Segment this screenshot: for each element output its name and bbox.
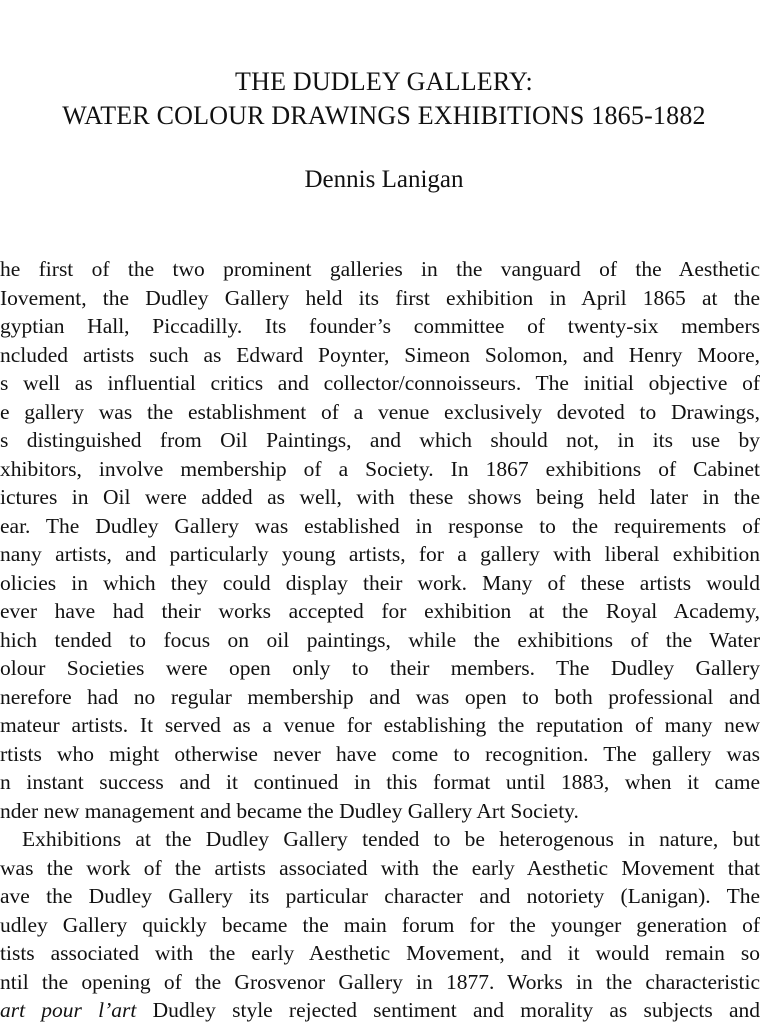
text-line: udley Gallery quickly became the main forum for the younger generation of [0, 912, 760, 937]
text-line: olicies in which they could display their work. Many of these artists would [0, 570, 760, 595]
text-line: was the work of the artists associated with the early Aesthetic Movement that [0, 855, 760, 880]
title-line-1: THE DUDLEY GALLERY: [235, 67, 533, 96]
text-line: ave the Dudley Gallery its particular character and notoriety (Lanigan). The [0, 884, 760, 908]
text-line-rest: Dudley style rejected sentiment and morality as subjects and [136, 998, 760, 1022]
text-line-partial [0, 996, 760, 1022]
text-line: nder new management and became the Dudley Gallery Art Society. [0, 798, 579, 823]
text-line: mateur artists. It served as a venue for establishing the reputation of many new [0, 713, 760, 737]
text-line: rtists who might otherwise never have come to recognition. The gallery was [0, 741, 760, 766]
text-line: e gallery was the establishment of a venue exclusively devoted to Drawings, [0, 399, 760, 424]
text-line: n instant success and it continued in this format until 1883, when it came [0, 770, 760, 794]
text-line: hich tended to focus on oil paintings, while the exhibitions of the Water [0, 627, 760, 652]
text-line: ever have had their works accepted for exhibition at the Royal Academy, [0, 599, 760, 623]
text-line: he first of the two prominent galleries in the vanguard of the Aesthetic [0, 257, 760, 281]
text-line: olour Societies were open only to their members. The Dudley Gallery [0, 656, 760, 680]
text-line: nany artists, and particularly young artists, for a gallery with liberal exhibition [0, 542, 760, 566]
title-line-2: WATER COLOUR DRAWINGS EXHIBITIONS 1865-1882 [62, 101, 706, 130]
text-line: s well as influential critics and collector/connoisseurs. The initial objective of [0, 371, 760, 395]
text-line: xhibitors, involve membership of a Society. In 1867 exhibitions of Cabinet [0, 456, 760, 481]
author-name: Dennis Lanigan [304, 166, 464, 193]
text-line: tists associated with the early Aesthetic Movement, and it would remain so [0, 941, 760, 965]
italic-phrase: art pour l’art [0, 998, 137, 1022]
text-line: ntil the opening of the Grosvenor Gallery in 1877. Works in the characteristic [0, 969, 760, 994]
text-line: nerefore had no regular membership and was open to both professional and [0, 684, 760, 709]
text-line: ictures in Oil were added as well, with these shows being held later in the [0, 485, 760, 509]
text-line: Iovement, the Dudley Gallery held its first exhibition in April 1865 at the [0, 285, 760, 310]
text-line: ear. The Dudley Gallery was established in response to the requirements of [0, 513, 760, 538]
text-line: gyptian Hall, Piccadilly. Its founder’s committee of twenty-six members [0, 314, 760, 338]
text-line: ncluded artists such as Edward Poynter, Simeon Solomon, and Henry Moore, [0, 342, 760, 367]
text-line: s distinguished from Oil Paintings, and which should not, in its use by [0, 428, 760, 452]
text-line: Exhibitions at the Dudley Gallery tended to be heterogenous in nature, but [22, 827, 760, 851]
